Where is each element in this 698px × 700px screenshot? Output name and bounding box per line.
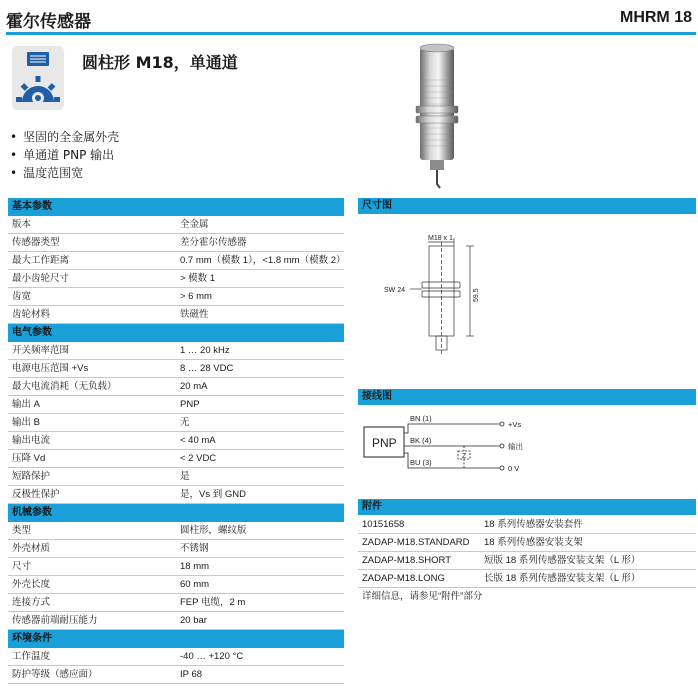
- accessory-description: 18 系列传感器安装套件: [484, 519, 583, 530]
- spec-value: 18 mm: [180, 561, 210, 572]
- page-header: [0, 0, 698, 36]
- spec-key: 外壳材质: [12, 543, 51, 554]
- spec-value: > 6 mm: [180, 291, 212, 302]
- spec-value: 是，Vs 到 GND: [180, 489, 246, 500]
- wire-label-bk: BK (4): [410, 436, 432, 445]
- table-row: [8, 522, 344, 540]
- table-row: [8, 378, 344, 396]
- table-row: [8, 486, 344, 504]
- signal-label-0v: 0 V: [508, 464, 520, 473]
- table-row: [8, 558, 344, 576]
- sensor-product-image: [400, 40, 480, 190]
- accessories-header: 附件: [358, 499, 696, 515]
- model-number: MHRM 18: [619, 9, 692, 26]
- feature-list: [10, 128, 119, 182]
- spec-key: 外壳长度: [12, 579, 51, 590]
- table-row: [358, 516, 696, 534]
- spec-key: 传感器类型: [12, 237, 60, 248]
- dimension-drawing: [358, 216, 696, 376]
- table-row: [8, 270, 344, 288]
- spec-section-header: 机械参数: [8, 504, 344, 522]
- spec-value: 全金属: [180, 219, 209, 230]
- length-label: 59.5: [473, 288, 480, 302]
- table-row: [358, 570, 696, 588]
- accessory-code: ZADAP-M18.STANDARD: [362, 537, 470, 548]
- spec-key: 齿宽: [12, 291, 32, 302]
- accessory-description: 短版 18 系列传感器安装支架（L 形）: [484, 555, 641, 566]
- spec-value: FEP 电缆，2 m: [180, 597, 246, 608]
- spec-key: 版本: [12, 219, 32, 230]
- spec-key: 电源电压范围 +Vs: [12, 363, 89, 374]
- table-row: [8, 576, 344, 594]
- spec-key: 传感器前端耐压能力: [12, 615, 98, 626]
- table-row: [8, 594, 344, 612]
- thread-label: M18 x 1: [428, 235, 453, 242]
- spec-value: 8 … 28 VDC: [180, 363, 234, 374]
- spec-value: 20 bar: [180, 615, 207, 626]
- table-row: [8, 234, 344, 252]
- table-row: [8, 216, 344, 234]
- spec-value: 铁磁性: [180, 309, 209, 320]
- spec-key: 输出电流: [12, 435, 51, 446]
- table-row: [8, 342, 344, 360]
- accessory-description: 18 系列传感器安装支架: [484, 537, 583, 548]
- load-label: Z: [462, 453, 467, 460]
- table-row: [358, 534, 696, 552]
- spec-key: 开关频率范围: [12, 345, 70, 356]
- spec-value: > 模数 1: [180, 273, 216, 284]
- spec-section-header: 环境条件: [8, 630, 344, 648]
- wire-label-bu: BU (3): [410, 458, 432, 467]
- spec-value: < 40 mA: [180, 435, 216, 446]
- spec-key: 输出 A: [12, 399, 40, 410]
- table-row: [8, 612, 344, 630]
- spec-key: 最大工作距离: [12, 255, 70, 266]
- table-row: [8, 540, 344, 558]
- spec-key: 最小齿轮尺寸: [12, 273, 70, 284]
- table-row: [8, 648, 344, 666]
- spec-value: 圆柱形，螺纹版: [180, 525, 247, 536]
- wrench-size-label: SW 24: [384, 287, 406, 294]
- accessory-description: 长版 18 系列传感器安装支架（L 形）: [484, 573, 641, 584]
- spec-key: 尺寸: [12, 561, 32, 572]
- spec-key: 齿轮材料: [12, 309, 51, 320]
- accessory-code: ZADAP-M18.LONG: [362, 573, 445, 584]
- spec-key: 工作温度: [12, 651, 51, 662]
- accessories-table: [358, 516, 696, 606]
- wiring-diagram: [358, 407, 696, 483]
- signal-label-output: 输出: [508, 442, 523, 451]
- spec-key: 防护等级（感应面）: [12, 669, 98, 680]
- accessories-note: 详细信息，请参见“附件”部分: [362, 591, 483, 602]
- table-row: [8, 306, 344, 324]
- header-divider: [6, 32, 696, 35]
- spec-key: 最大电流消耗（无负载）: [12, 381, 117, 392]
- wire-label-bn: BN (1): [410, 414, 432, 423]
- table-row: [8, 450, 344, 468]
- wiring-diagram-header: 接线图: [358, 389, 696, 405]
- spec-value: IP 68: [180, 669, 203, 680]
- spec-key: 连接方式: [12, 597, 51, 608]
- spec-value: 0.7 mm（模数 1），<1.8 mm（模数 2）: [180, 255, 346, 266]
- spec-value: 60 mm: [180, 579, 210, 590]
- table-row: [8, 396, 344, 414]
- spec-value: 无: [180, 417, 190, 428]
- spec-key: 输出 B: [12, 417, 40, 428]
- signal-label-vs: +Vs: [508, 420, 522, 429]
- spec-value: 差分霍尔传感器: [180, 237, 247, 248]
- sensor-gear-icon: [12, 46, 64, 110]
- spec-value: < 2 VDC: [180, 453, 217, 464]
- table-row: [8, 288, 344, 306]
- table-row: [8, 414, 344, 432]
- spec-value: 20 mA: [180, 381, 208, 392]
- table-row: [8, 360, 344, 378]
- table-row: [8, 666, 344, 684]
- spec-key: 短路保护: [12, 471, 51, 482]
- table-row: [8, 432, 344, 450]
- spec-key: 类型: [12, 525, 32, 536]
- feature-item: • 单通道 PNP 输出: [10, 146, 119, 164]
- spec-key: 反极性保护: [12, 489, 60, 500]
- table-row: [8, 252, 344, 270]
- spec-value: 1 … 20 kHz: [180, 345, 230, 356]
- spec-value: 不锈钢: [180, 543, 209, 554]
- table-row: [358, 552, 696, 570]
- product-subtitle: 圆柱形 M18，单通道: [82, 53, 238, 72]
- category-title: 霍尔传感器: [6, 12, 91, 32]
- table-row: [8, 468, 344, 486]
- spec-table: [8, 198, 344, 684]
- spec-value: 是: [180, 471, 190, 482]
- spec-value: -40 … +120 °C: [180, 651, 244, 662]
- feature-item: • 坚固的全金属外壳: [10, 128, 119, 146]
- spec-value: PNP: [180, 399, 200, 410]
- dimension-drawing-header: 尺寸图: [358, 198, 696, 214]
- accessory-code: 10151658: [362, 519, 405, 530]
- spec-section-header: 基本参数: [8, 198, 344, 216]
- pnp-device-label: PNP: [372, 436, 397, 450]
- feature-item: • 温度范围宽: [10, 164, 119, 182]
- accessory-code: ZADAP-M18.SHORT: [362, 555, 452, 566]
- spec-key: 压降 Vd: [12, 453, 46, 464]
- spec-section-header: 电气参数: [8, 324, 344, 342]
